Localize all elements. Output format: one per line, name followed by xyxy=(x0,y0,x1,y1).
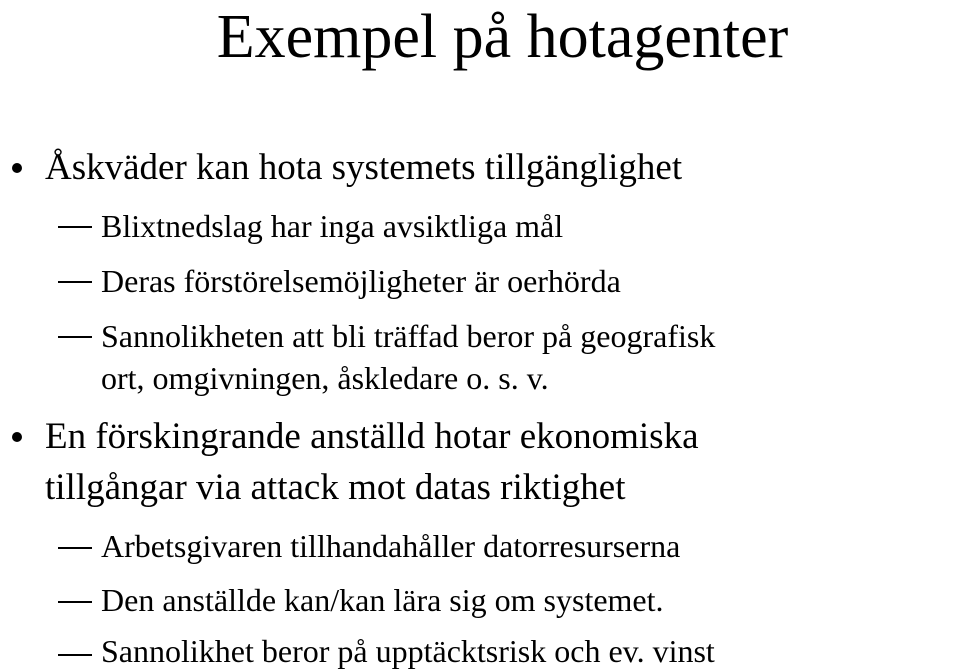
slide-title: Exempel på hotagenter xyxy=(216,3,789,71)
bullet-2-text: En förskingrande anställd hotar ekonomiska xyxy=(45,416,699,457)
bullet-2-continuation: tillgångar via attack mot datas riktighet xyxy=(45,467,626,508)
bullet-1-text: Åskväder kan hota systemets tillgänglighet xyxy=(45,147,683,188)
sub-2-1-dash xyxy=(58,547,92,549)
sub-1-1-text: Blixtnedslag har inga avsiktliga mål xyxy=(101,208,564,244)
sub-2-2-text: Den anställde kan/kan lära sig om systemet. xyxy=(101,582,664,618)
sub-1-3-text: Sannolikheten att bli träffad beror på geografisk xyxy=(101,318,716,354)
sub-2-3-dash xyxy=(58,654,92,656)
sub-2-3-text: Sannolikhet beror på upptäcktsrisk och ev. vinst xyxy=(101,633,715,669)
sub-1-3-dash xyxy=(58,336,92,338)
sub-2-2-dash xyxy=(58,601,92,603)
bullet-1-dot xyxy=(12,163,22,173)
sub-1-1-dash xyxy=(58,226,92,228)
bullet-2-dot xyxy=(12,432,22,442)
sub-1-2-text: Deras förstörelsemöjligheter är oerhörda xyxy=(101,263,621,299)
sub-2-1-text: Arbetsgivaren tillhandahåller datorresurserna xyxy=(101,528,681,564)
sub-1-3-continuation: ort, omgivningen, åskledare o. s. v. xyxy=(101,360,549,396)
sub-1-2-dash xyxy=(58,281,92,283)
